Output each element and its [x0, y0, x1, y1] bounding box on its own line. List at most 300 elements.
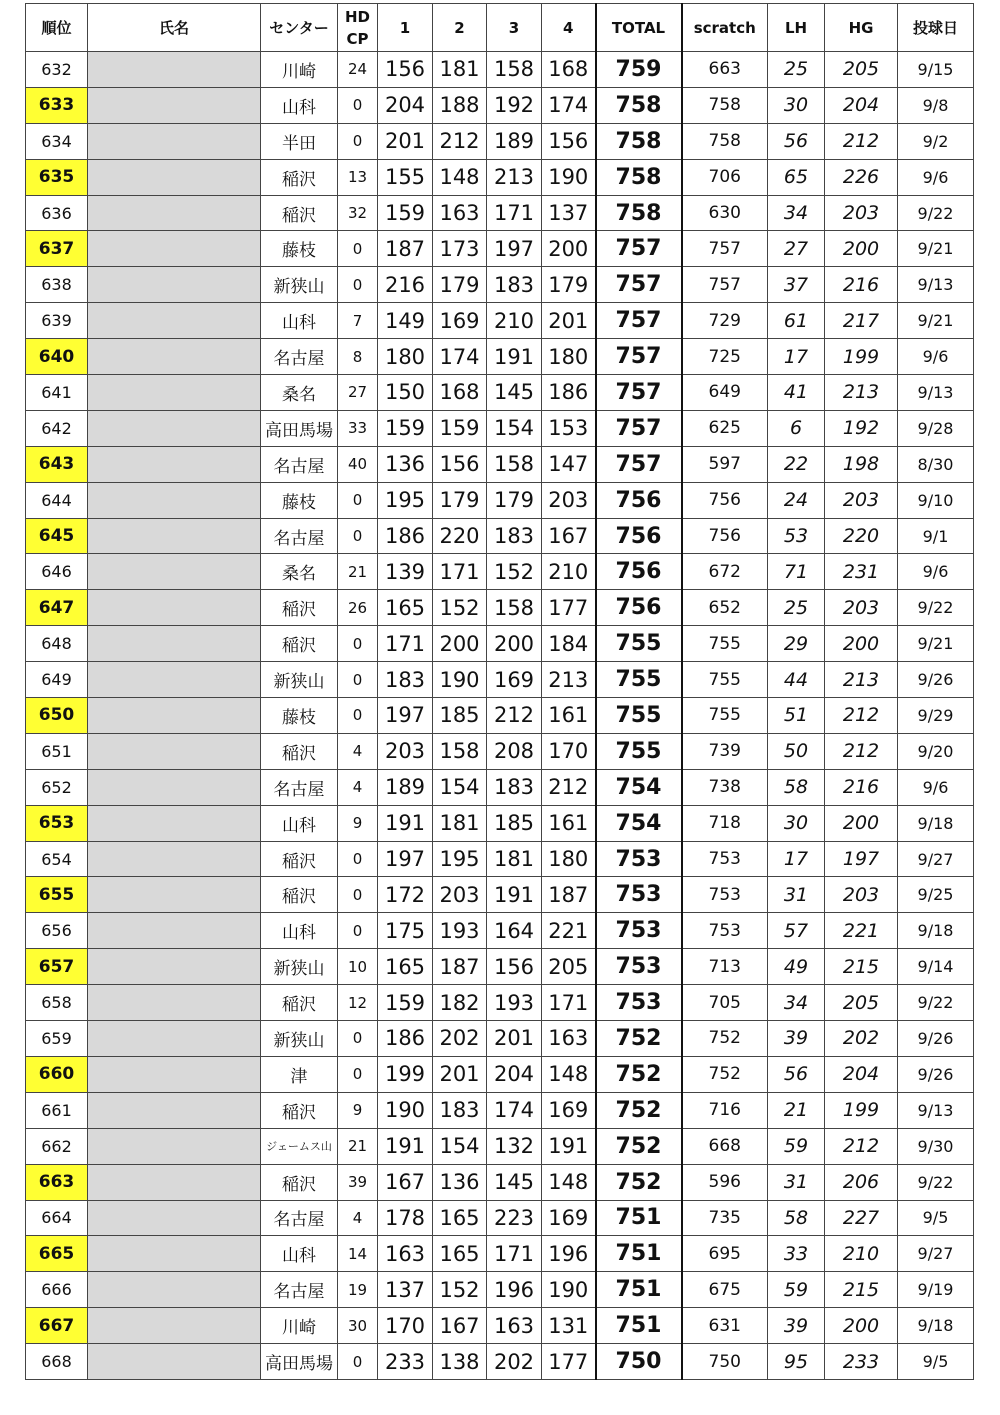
- name-cell-masked: [88, 877, 261, 913]
- game-3-cell: 213: [487, 159, 542, 195]
- name-cell-masked: [88, 769, 261, 805]
- rank-cell: 658: [26, 985, 88, 1021]
- hg-cell: 212: [825, 698, 898, 734]
- lh-cell: 25: [768, 52, 825, 88]
- hdcp-cell: 0: [338, 913, 378, 949]
- scratch-cell: 668: [682, 1128, 768, 1164]
- total-cell: 757: [596, 375, 682, 411]
- game-1-cell: 197: [378, 841, 433, 877]
- hdcp-cell: 0: [338, 482, 378, 518]
- lh-cell: 44: [768, 662, 825, 698]
- scratch-cell: 695: [682, 1236, 768, 1272]
- date-cell: 9/15: [898, 52, 974, 88]
- date-cell: 9/27: [898, 841, 974, 877]
- name-cell-masked: [88, 554, 261, 590]
- date-cell: 9/21: [898, 626, 974, 662]
- hg-cell: 198: [825, 446, 898, 482]
- rank-cell: 632: [26, 52, 88, 88]
- name-cell-masked: [88, 339, 261, 375]
- lh-cell: 31: [768, 877, 825, 913]
- scratch-cell: 718: [682, 805, 768, 841]
- hdcp-cell: 27: [338, 375, 378, 411]
- game-4-cell: 201: [542, 303, 596, 339]
- rank-cell: 638: [26, 267, 88, 303]
- game-3-cell: 174: [487, 1092, 542, 1128]
- scratch-cell: 753: [682, 877, 768, 913]
- scratch-cell: 675: [682, 1272, 768, 1308]
- hdcp-cell: 0: [338, 87, 378, 123]
- table-row: [26, 1128, 974, 1164]
- hg-cell: 199: [825, 1092, 898, 1128]
- table-row: [26, 769, 974, 805]
- table-row: [26, 662, 974, 698]
- hg-cell: 192: [825, 410, 898, 446]
- header-game-4: 4: [542, 4, 596, 52]
- center-cell: 新狭山: [261, 662, 338, 698]
- table-row: [26, 123, 974, 159]
- table-row: [26, 985, 974, 1021]
- hdcp-cell: 9: [338, 1092, 378, 1128]
- rank-cell: 667: [26, 1308, 88, 1344]
- lh-cell: 6: [768, 410, 825, 446]
- name-cell-masked: [88, 375, 261, 411]
- game-1-cell: 216: [378, 267, 433, 303]
- date-cell: 9/5: [898, 1200, 974, 1236]
- game-4-cell: 131: [542, 1308, 596, 1344]
- game-1-cell: 199: [378, 1056, 433, 1092]
- scratch-cell: 735: [682, 1200, 768, 1236]
- total-cell: 756: [596, 590, 682, 626]
- center-cell: 名古屋: [261, 1200, 338, 1236]
- game-3-cell: 132: [487, 1128, 542, 1164]
- game-3-cell: 158: [487, 446, 542, 482]
- name-cell-masked: [88, 52, 261, 88]
- game-2-cell: 154: [433, 1128, 487, 1164]
- hg-cell: 206: [825, 1164, 898, 1200]
- game-3-cell: 171: [487, 195, 542, 231]
- center-cell: 高田馬場: [261, 1344, 338, 1380]
- total-cell: 758: [596, 87, 682, 123]
- rank-cell: 666: [26, 1272, 88, 1308]
- lh-cell: 65: [768, 159, 825, 195]
- scratch-cell: 739: [682, 733, 768, 769]
- table-row: [26, 446, 974, 482]
- name-cell-masked: [88, 733, 261, 769]
- date-cell: 9/2: [898, 123, 974, 159]
- hdcp-cell: 0: [338, 1056, 378, 1092]
- rank-cell: 637: [26, 231, 88, 267]
- name-cell-masked: [88, 410, 261, 446]
- game-2-cell: 158: [433, 733, 487, 769]
- name-cell-masked: [88, 446, 261, 482]
- name-cell-masked: [88, 1092, 261, 1128]
- lh-cell: 22: [768, 446, 825, 482]
- lh-cell: 41: [768, 375, 825, 411]
- game-3-cell: 156: [487, 949, 542, 985]
- game-3-cell: 183: [487, 769, 542, 805]
- game-4-cell: 147: [542, 446, 596, 482]
- rank-cell: 634: [26, 123, 88, 159]
- name-cell-masked: [88, 159, 261, 195]
- hdcp-cell: 13: [338, 159, 378, 195]
- scratch-cell: 757: [682, 267, 768, 303]
- hg-cell: 199: [825, 339, 898, 375]
- game-4-cell: 171: [542, 985, 596, 1021]
- game-1-cell: 197: [378, 698, 433, 734]
- game-1-cell: 201: [378, 123, 433, 159]
- total-cell: 755: [596, 698, 682, 734]
- game-4-cell: 187: [542, 877, 596, 913]
- name-cell-masked: [88, 985, 261, 1021]
- center-cell: 稲沢: [261, 985, 338, 1021]
- ranking-table: [25, 3, 974, 1380]
- lh-cell: 17: [768, 339, 825, 375]
- hdcp-cell: 0: [338, 518, 378, 554]
- scratch-cell: 757: [682, 231, 768, 267]
- lh-cell: 39: [768, 1308, 825, 1344]
- lh-cell: 57: [768, 913, 825, 949]
- scratch-cell: 663: [682, 52, 768, 88]
- game-2-cell: 179: [433, 482, 487, 518]
- table-row: [26, 1092, 974, 1128]
- center-cell: 山科: [261, 805, 338, 841]
- game-2-cell: 200: [433, 626, 487, 662]
- hg-cell: 203: [825, 877, 898, 913]
- date-cell: 9/26: [898, 1056, 974, 1092]
- lh-cell: 59: [768, 1272, 825, 1308]
- game-4-cell: 190: [542, 1272, 596, 1308]
- lh-cell: 61: [768, 303, 825, 339]
- name-cell-masked: [88, 1272, 261, 1308]
- center-cell: 稲沢: [261, 159, 338, 195]
- lh-cell: 71: [768, 554, 825, 590]
- game-1-cell: 136: [378, 446, 433, 482]
- date-cell: 9/22: [898, 195, 974, 231]
- center-cell: 半田: [261, 123, 338, 159]
- date-cell: 9/26: [898, 662, 974, 698]
- center-cell: 名古屋: [261, 518, 338, 554]
- hdcp-cell: 9: [338, 805, 378, 841]
- header-hdcp-line1: HD: [344, 7, 370, 26]
- lh-cell: 49: [768, 949, 825, 985]
- game-1-cell: 233: [378, 1344, 433, 1380]
- date-cell: 9/28: [898, 410, 974, 446]
- hg-cell: 200: [825, 1308, 898, 1344]
- rank-cell: 647: [26, 590, 88, 626]
- hg-cell: 217: [825, 303, 898, 339]
- total-cell: 756: [596, 554, 682, 590]
- name-cell-masked: [88, 805, 261, 841]
- scratch-cell: 756: [682, 482, 768, 518]
- header-rank: 順位: [26, 4, 88, 52]
- name-cell-masked: [88, 913, 261, 949]
- header-hdcp: [338, 4, 378, 52]
- total-cell: 754: [596, 769, 682, 805]
- game-1-cell: 156: [378, 52, 433, 88]
- rank-cell: 636: [26, 195, 88, 231]
- game-4-cell: 161: [542, 698, 596, 734]
- table-row: [26, 626, 974, 662]
- scratch-cell: 758: [682, 123, 768, 159]
- game-1-cell: 178: [378, 1200, 433, 1236]
- table-row: [26, 303, 974, 339]
- game-2-cell: 195: [433, 841, 487, 877]
- scratch-cell: 752: [682, 1021, 768, 1057]
- rank-cell: 660: [26, 1056, 88, 1092]
- hg-cell: 210: [825, 1236, 898, 1272]
- lh-cell: 50: [768, 733, 825, 769]
- game-4-cell: 161: [542, 805, 596, 841]
- name-cell-masked: [88, 949, 261, 985]
- scratch-cell: 755: [682, 662, 768, 698]
- header-game-1: 1: [378, 4, 433, 52]
- lh-cell: 56: [768, 1056, 825, 1092]
- date-cell: 9/30: [898, 1128, 974, 1164]
- table-row: [26, 554, 974, 590]
- table-row: [26, 949, 974, 985]
- game-2-cell: 202: [433, 1021, 487, 1057]
- date-cell: 9/26: [898, 1021, 974, 1057]
- scratch-cell: 672: [682, 554, 768, 590]
- game-2-cell: 190: [433, 662, 487, 698]
- hdcp-cell: 39: [338, 1164, 378, 1200]
- rank-cell: 643: [26, 446, 88, 482]
- date-cell: 9/22: [898, 590, 974, 626]
- hg-cell: 212: [825, 1128, 898, 1164]
- lh-cell: 25: [768, 590, 825, 626]
- game-4-cell: 153: [542, 410, 596, 446]
- header-hdcp-line2: CP: [346, 29, 369, 48]
- hg-cell: 216: [825, 769, 898, 805]
- table-row: [26, 52, 974, 88]
- total-cell: 757: [596, 410, 682, 446]
- center-cell: 稲沢: [261, 590, 338, 626]
- date-cell: 9/6: [898, 554, 974, 590]
- game-4-cell: 148: [542, 1056, 596, 1092]
- game-2-cell: 187: [433, 949, 487, 985]
- game-1-cell: 163: [378, 1236, 433, 1272]
- scratch-cell: 630: [682, 195, 768, 231]
- game-2-cell: 152: [433, 1272, 487, 1308]
- center-cell: 名古屋: [261, 769, 338, 805]
- game-4-cell: 180: [542, 841, 596, 877]
- total-cell: 755: [596, 733, 682, 769]
- scratch-cell: 755: [682, 698, 768, 734]
- lh-cell: 21: [768, 1092, 825, 1128]
- game-2-cell: 212: [433, 123, 487, 159]
- total-cell: 758: [596, 123, 682, 159]
- rank-cell: 645: [26, 518, 88, 554]
- header-date: 投球日: [898, 4, 974, 52]
- game-3-cell: 183: [487, 267, 542, 303]
- hdcp-cell: 21: [338, 1128, 378, 1164]
- name-cell-masked: [88, 518, 261, 554]
- hg-cell: 200: [825, 231, 898, 267]
- hg-cell: 202: [825, 1021, 898, 1057]
- total-cell: 753: [596, 841, 682, 877]
- game-2-cell: 167: [433, 1308, 487, 1344]
- header-scratch: scratch: [682, 4, 768, 52]
- rank-cell: 633: [26, 87, 88, 123]
- table-row: [26, 1236, 974, 1272]
- game-3-cell: 145: [487, 1164, 542, 1200]
- table-header: [26, 4, 974, 52]
- game-1-cell: 165: [378, 949, 433, 985]
- game-2-cell: 185: [433, 698, 487, 734]
- game-2-cell: 165: [433, 1236, 487, 1272]
- game-3-cell: 171: [487, 1236, 542, 1272]
- game-2-cell: 188: [433, 87, 487, 123]
- table-row: [26, 1272, 974, 1308]
- game-3-cell: 200: [487, 626, 542, 662]
- hg-cell: 203: [825, 195, 898, 231]
- table-row: [26, 195, 974, 231]
- name-cell-masked: [88, 231, 261, 267]
- table-row: [26, 913, 974, 949]
- game-4-cell: 191: [542, 1128, 596, 1164]
- game-4-cell: 210: [542, 554, 596, 590]
- game-1-cell: 190: [378, 1092, 433, 1128]
- total-cell: 757: [596, 303, 682, 339]
- hg-cell: 216: [825, 267, 898, 303]
- rank-cell: 661: [26, 1092, 88, 1128]
- date-cell: 9/6: [898, 339, 974, 375]
- scratch-cell: 753: [682, 841, 768, 877]
- rank-cell: 657: [26, 949, 88, 985]
- hg-cell: 215: [825, 949, 898, 985]
- center-cell: 川崎: [261, 1308, 338, 1344]
- date-cell: 9/29: [898, 698, 974, 734]
- lh-cell: 30: [768, 805, 825, 841]
- lh-cell: 53: [768, 518, 825, 554]
- center-cell: 新狭山: [261, 1021, 338, 1057]
- total-cell: 758: [596, 195, 682, 231]
- scratch-cell: 625: [682, 410, 768, 446]
- date-cell: 9/19: [898, 1272, 974, 1308]
- hdcp-cell: 0: [338, 626, 378, 662]
- table-row: [26, 231, 974, 267]
- scratch-cell: 752: [682, 1056, 768, 1092]
- game-2-cell: 174: [433, 339, 487, 375]
- total-cell: 752: [596, 1092, 682, 1128]
- game-3-cell: 145: [487, 375, 542, 411]
- center-cell: 名古屋: [261, 1272, 338, 1308]
- date-cell: 9/20: [898, 733, 974, 769]
- game-2-cell: 203: [433, 877, 487, 913]
- game-2-cell: 181: [433, 805, 487, 841]
- rank-cell: 654: [26, 841, 88, 877]
- center-cell: 名古屋: [261, 339, 338, 375]
- game-3-cell: 201: [487, 1021, 542, 1057]
- game-1-cell: 159: [378, 195, 433, 231]
- date-cell: 9/6: [898, 159, 974, 195]
- hdcp-cell: 0: [338, 841, 378, 877]
- total-cell: 753: [596, 949, 682, 985]
- center-cell: 名古屋: [261, 446, 338, 482]
- rank-cell: 641: [26, 375, 88, 411]
- scratch-cell: 713: [682, 949, 768, 985]
- date-cell: 9/18: [898, 805, 974, 841]
- game-2-cell: 183: [433, 1092, 487, 1128]
- game-1-cell: 204: [378, 87, 433, 123]
- hg-cell: 213: [825, 662, 898, 698]
- hdcp-cell: 30: [338, 1308, 378, 1344]
- date-cell: 9/6: [898, 769, 974, 805]
- total-cell: 754: [596, 805, 682, 841]
- table-row: [26, 339, 974, 375]
- hdcp-cell: 0: [338, 1344, 378, 1380]
- name-cell-masked: [88, 698, 261, 734]
- game-1-cell: 189: [378, 769, 433, 805]
- rank-cell: 653: [26, 805, 88, 841]
- game-2-cell: 169: [433, 303, 487, 339]
- game-4-cell: 167: [542, 518, 596, 554]
- game-4-cell: 168: [542, 52, 596, 88]
- hg-cell: 213: [825, 375, 898, 411]
- hg-cell: 227: [825, 1200, 898, 1236]
- total-cell: 751: [596, 1308, 682, 1344]
- game-4-cell: 203: [542, 482, 596, 518]
- rank-cell: 644: [26, 482, 88, 518]
- game-3-cell: 191: [487, 877, 542, 913]
- table-row: [26, 159, 974, 195]
- hg-cell: 203: [825, 482, 898, 518]
- total-cell: 757: [596, 339, 682, 375]
- center-cell: 山科: [261, 303, 338, 339]
- game-1-cell: 137: [378, 1272, 433, 1308]
- game-4-cell: 137: [542, 195, 596, 231]
- table-row: [26, 877, 974, 913]
- name-cell-masked: [88, 1236, 261, 1272]
- game-4-cell: 184: [542, 626, 596, 662]
- game-4-cell: 212: [542, 769, 596, 805]
- hdcp-cell: 40: [338, 446, 378, 482]
- date-cell: 9/13: [898, 1092, 974, 1128]
- hg-cell: 212: [825, 733, 898, 769]
- game-2-cell: 201: [433, 1056, 487, 1092]
- hdcp-cell: 21: [338, 554, 378, 590]
- game-4-cell: 169: [542, 1092, 596, 1128]
- rank-cell: 640: [26, 339, 88, 375]
- rank-cell: 663: [26, 1164, 88, 1200]
- rank-cell: 659: [26, 1021, 88, 1057]
- total-cell: 752: [596, 1056, 682, 1092]
- lh-cell: 34: [768, 985, 825, 1021]
- rank-cell: 642: [26, 410, 88, 446]
- name-cell-masked: [88, 123, 261, 159]
- game-4-cell: 169: [542, 1200, 596, 1236]
- game-3-cell: 158: [487, 52, 542, 88]
- total-cell: 757: [596, 231, 682, 267]
- center-cell: 高田馬場: [261, 410, 338, 446]
- game-1-cell: 183: [378, 662, 433, 698]
- game-4-cell: 156: [542, 123, 596, 159]
- date-cell: 9/21: [898, 303, 974, 339]
- center-cell: 藤枝: [261, 231, 338, 267]
- date-cell: 9/1: [898, 518, 974, 554]
- game-2-cell: 165: [433, 1200, 487, 1236]
- scratch-cell: 755: [682, 626, 768, 662]
- total-cell: 752: [596, 1021, 682, 1057]
- game-4-cell: 200: [542, 231, 596, 267]
- game-4-cell: 221: [542, 913, 596, 949]
- game-3-cell: 191: [487, 339, 542, 375]
- table-row: [26, 698, 974, 734]
- game-3-cell: 169: [487, 662, 542, 698]
- game-3-cell: 189: [487, 123, 542, 159]
- game-1-cell: 165: [378, 590, 433, 626]
- hdcp-cell: 4: [338, 733, 378, 769]
